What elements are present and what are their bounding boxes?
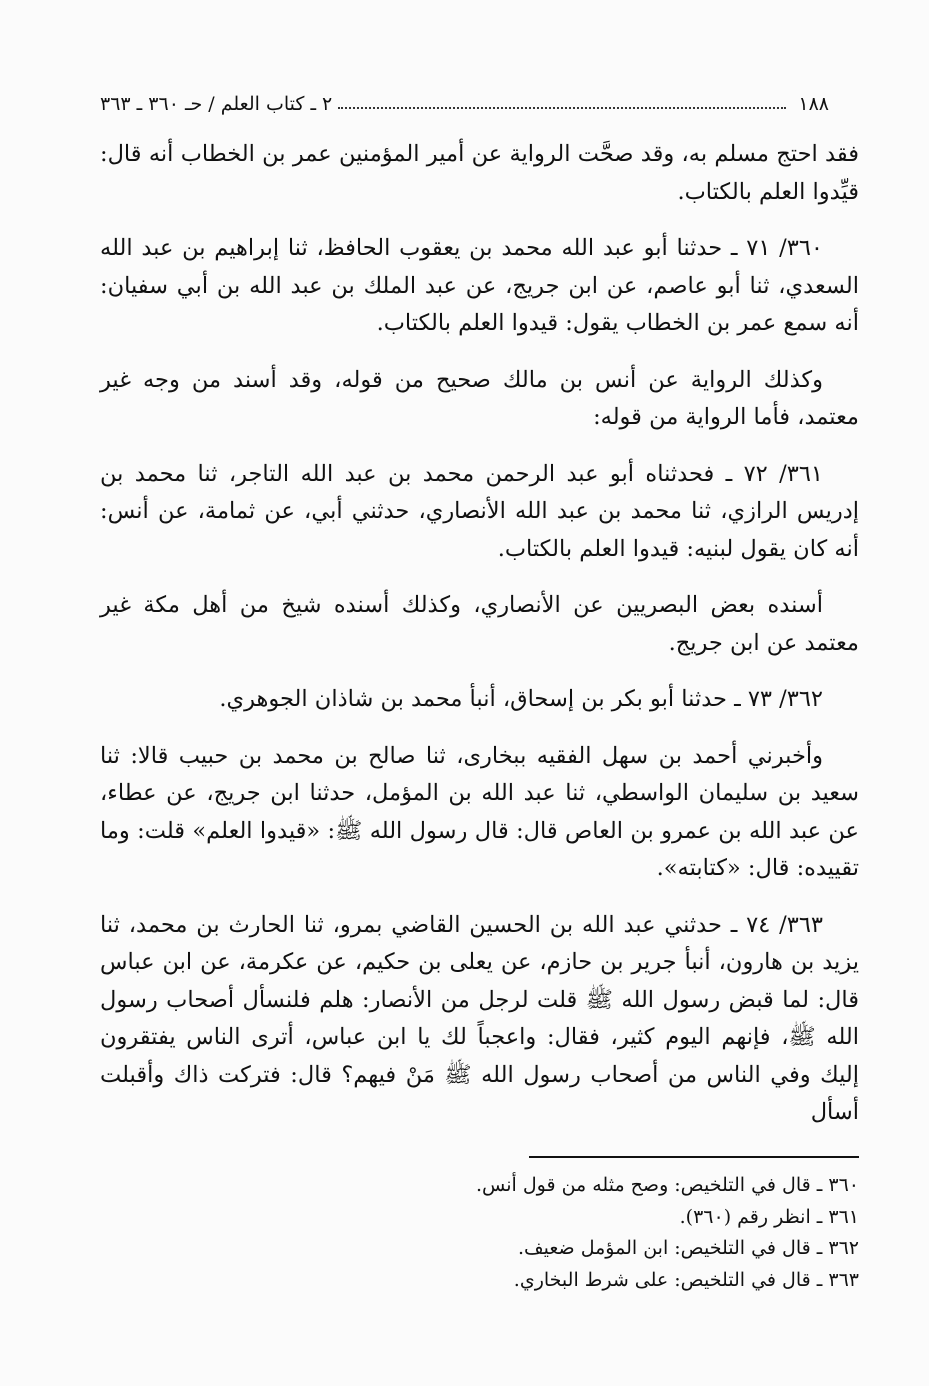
paragraph: وأخبرني أحمد بن سهل الفقيه ببخارى، ثنا صالح بن محمد بن حبيب قالا: ثنا سعيد بن سليمان الواسطي، ثنا عبد الله بن المؤمل، حدثنا ابن جريج، عن عطاء، عن عبد الله بن عمرو بن العاص قال: قال رسول الله ﷺ: «قيدوا العلم» قلت: وما تقييده: قال: «كتابته». <box>100 742 859 881</box>
paragraph: أسنده بعض البصريين عن الأنصاري، وكذلك أسنده شيخ من أهل مكة غير معتمد عن ابن جريج. <box>100 592 859 656</box>
hadith-363: ٣٦٣/ ٧٤ ـ حدثني عبد الله بن الحسين القاضي بمرو، ثنا الحارث بن محمد، ثنا يزيد بن هارون، أنبأ جرير بن حازم، عن يعلى بن حكيم، عن عكرمة، عن ابن عباس قال: لما قبض رسول الله ﷺ قلت لرجل من الأنصار: هلم فلنسأل أصحاب رسول الله ﷺ، فإنهم اليوم كثير، فقال: واعجباً لك يا ابن عباس، أترى الناس يفتقرون إليك وفي الناس من أصحاب رسول الله ﷺ مَنْ فيهم؟ قال: فتركت ذاك وأقبلت أسأل <box>100 911 859 1125</box>
footnote-361: ٣٦١ ـ انظر رقم (٣٦٠). <box>679 1205 859 1228</box>
footnote-362: ٣٦٢ ـ قال في التلخيص: ابن المؤمل ضعيف. <box>517 1237 859 1259</box>
footnote-separator <box>529 1156 859 1158</box>
hadith-361: ٣٦١/ ٧٢ ـ فحدثناه أبو عبد الرحمن محمد بن عبد الله التاجر، ثنا محمد بن إدريس الرازي، ثنا محمد بن عبد الله الأنصاري، حدثني أبي، عن ثمامة، عن أنس: أنه كان يقول لبنيه: قيدوا العلم بالكتاب. <box>100 460 859 562</box>
paragraph: وكذلك الرواية عن أنس بن مالك صحيح من قوله، وقد أسند من وجه غير معتمد، فأما الرواية من قوله: <box>100 366 859 430</box>
footnote-360: ٣٦٠ ـ قال في التلخيص: وصح مثله من قول أنس. <box>475 1174 859 1196</box>
main-text <box>100 136 859 1151</box>
footnote-363: ٣٦٣ ـ قال في التلخيص: على شرط البخاري. <box>513 1268 859 1291</box>
hadith-360: ٣٦٠/ ٧١ ـ حدثنا أبو عبد الله محمد بن يعقوب الحافظ، ثنا إبراهيم بن عبد الله السعدي، ثنا أبو عاصم، عن ابن جريج، عن عبد الملك بن عبد الله بن أبي سفيان: أنه سمع عمر بن الخطاب يقول: قيدوا العلم بالكتاب. <box>100 235 859 336</box>
hadith-362: ٣٦٢/ ٧٣ ـ حدثنا أبو بكر بن إسحاق، أنبأ محمد بن شاذان الجوهري. <box>219 686 823 712</box>
paragraph: فقد احتج مسلم به، وقد صحَّت الرواية عن أمير المؤمنين عمر بن الخطاب أنه قال: قيِّدوا العلم بالكتاب. <box>100 141 859 205</box>
running-head: ٢ ـ كتاب العلم / حـ ٣٦٠ ـ ٣٦٣ <box>100 93 333 115</box>
page-header <box>100 82 829 114</box>
header-dot-leader <box>338 107 786 109</box>
page-number: ١٨٨ <box>798 93 829 115</box>
footnotes <box>259 1170 859 1296</box>
